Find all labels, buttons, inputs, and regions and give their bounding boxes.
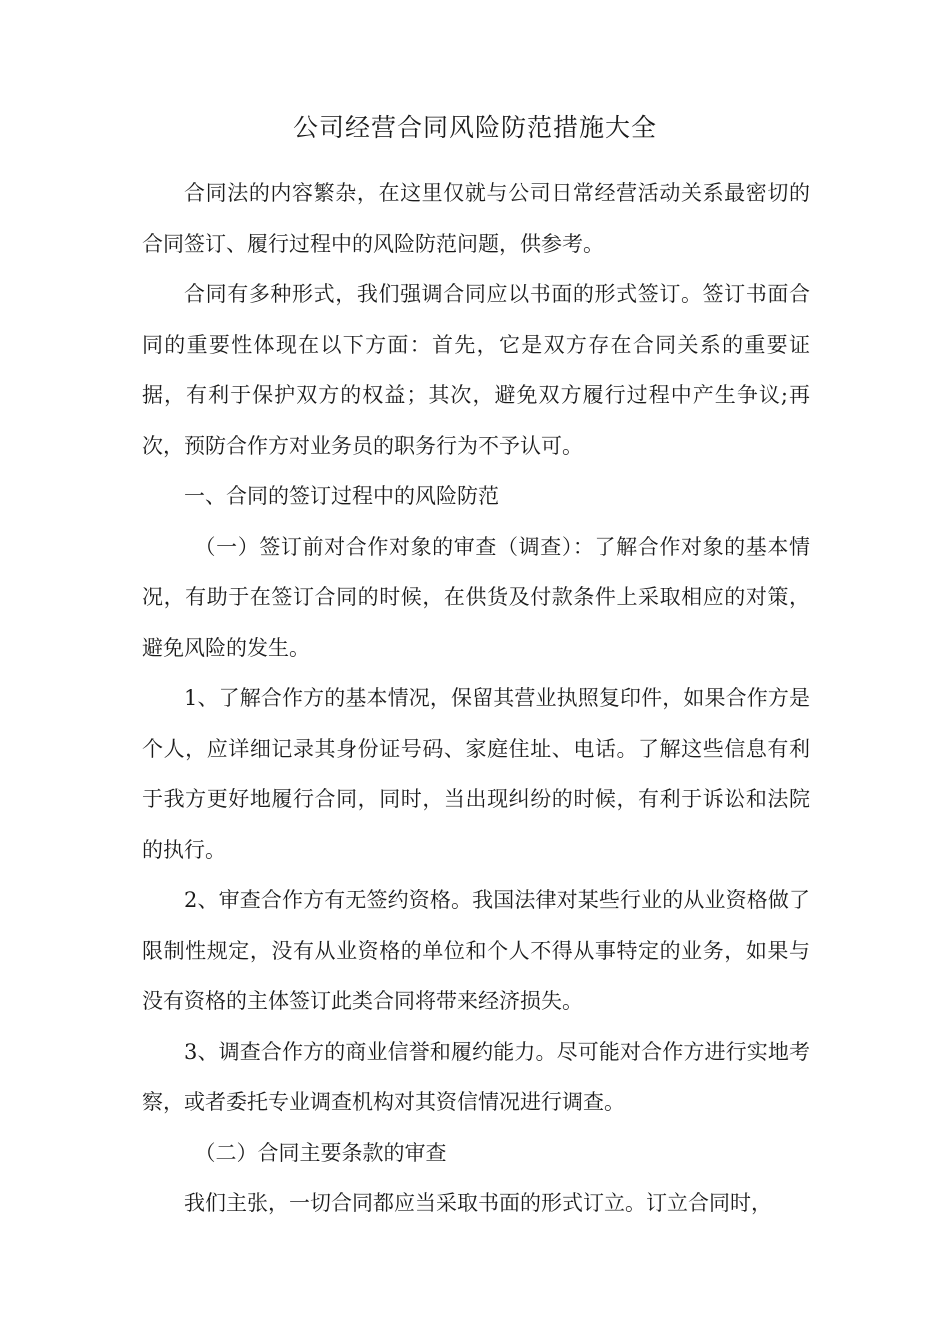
document-title: 公司经营合同风险防范措施大全 <box>292 113 657 142</box>
paragraph-main-terms: 我们主张，一切合同都应当采取书面的形式订立。订立合同时， <box>184 1191 772 1215</box>
section-heading-1: 一、合同的签订过程中的风险防范 <box>184 484 499 508</box>
list-item-3: 3、调查合作方的商业信誉和履约能力。尽可能对合作方进行实地考察，或者委托专业调查机构对其资信情况进行调查。 <box>142 1039 810 1114</box>
subsection-heading-2: （二）合同主要条款的审查 <box>194 1140 447 1165</box>
paragraph-written-form: 合同有多种形式，我们强调合同应以书面的形式签订。签订书面合同的重要性体现在以下方面：首先，它是双方存在合同关系的重要证据，有利于保护双方的权益；其次，避免双方履行过程中产生争议;再次，预防合作方对业务员的职务行为不予认可。 <box>142 282 810 458</box>
list-item-2: 2、审查合作方有无签约资格。我国法律对某些行业的从业资格做了限制性规定，没有从业资格的单位和个人不得从事特定的业务，如果与没有资格的主体签订此类合同将带来经济损失。 <box>142 888 810 1013</box>
document-body <box>142 168 810 1229</box>
paragraph-intro: 合同法的内容繁杂，在这里仅就与公司日常经营活动关系最密切的合同签订、履行过程中的风险防范问题，供参考。 <box>142 181 810 256</box>
subsection-heading-1: （一）签订前对合作对象的审查（调查）：了解合作对象的基本情况，有助于在签订合同的时候，在供货及付款条件上采取相应的对策，避免风险的发生。 <box>142 534 810 660</box>
list-item-1: 1、了解合作方的基本情况，保留其营业执照复印件，如果合作方是个人，应详细记录其身份证号码、家庭住址、电话。了解这些信息有利于我方更好地履行合同，同时，当出现纠纷的时候，有利于诉讼和法院的执行。 <box>142 686 810 862</box>
